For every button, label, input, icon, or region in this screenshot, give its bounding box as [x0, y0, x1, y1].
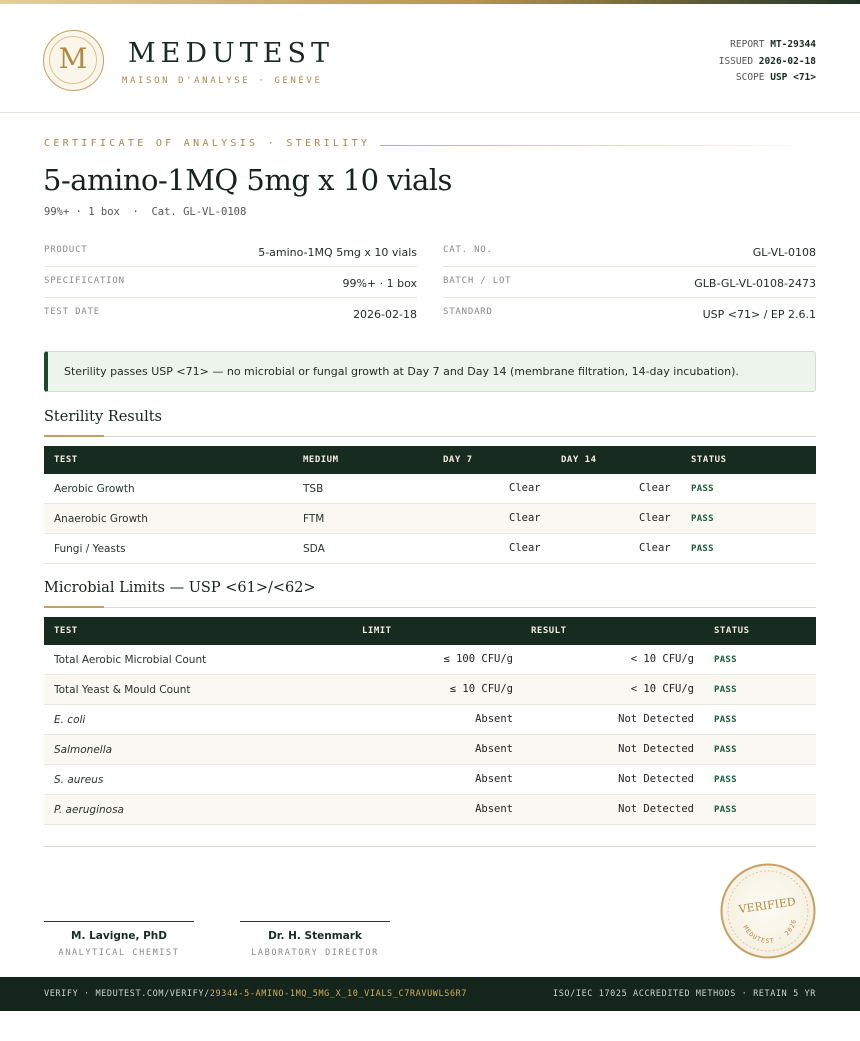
column-header: RESULT [531, 626, 567, 636]
info-label: SPECIFICATION [44, 276, 125, 286]
table-header [44, 446, 816, 474]
limit: ≤ 10 CFU/g [449, 683, 513, 695]
info-value: GLB-GL-VL-0108-2473 [694, 277, 816, 290]
column-header: DAY 14 [561, 455, 597, 465]
column-header: TEST [54, 455, 78, 465]
result: < 10 CFU/g [630, 653, 694, 665]
info-value: 2026-02-18 [353, 308, 417, 321]
test-name: Aerobic Growth [54, 483, 135, 495]
column-header: LIMIT [362, 626, 392, 636]
day7-result: Clear [509, 482, 541, 494]
limit: ≤ 100 CFU/g [443, 653, 513, 665]
test-name: Total Yeast & Mould Count [54, 684, 191, 696]
info-label: STANDARD [443, 307, 493, 317]
test-name: E. coli [54, 714, 86, 726]
microbial-limits-table [44, 617, 816, 825]
test-name: Salmonella [54, 744, 113, 756]
report-number: REPORT MT-29344 [730, 39, 816, 50]
status-badge: PASS [714, 745, 737, 755]
result: Not Detected [618, 713, 694, 725]
day14-result: Clear [639, 482, 671, 494]
notice-text: Sterility passes USP <71> — no microbial or fungal growth at Day 7 and Day 14 (membrane filtration, 14-day incubation). [64, 365, 739, 378]
brand-name: MEDUTEST [128, 38, 334, 69]
product-title: 5-amino-1MQ 5mg x 10 vials [43, 163, 452, 197]
table-row [44, 765, 816, 795]
report-scope: SCOPE USP <71> [735, 72, 816, 83]
limit: Absent [475, 743, 513, 755]
certificate-eyebrow: CERTIFICATE OF ANALYSIS · STERILITY [44, 138, 371, 149]
medium: FTM [303, 513, 325, 525]
section-divider [44, 607, 816, 608]
info-row-specification [44, 267, 417, 298]
stamp-text: MEDUTEST · 2026 [741, 918, 799, 946]
signature-chemist [44, 921, 194, 958]
stamp-word: VERIFIED [737, 895, 797, 916]
sterility-table [44, 446, 816, 564]
signature-director [240, 921, 390, 958]
verification-footer [0, 977, 860, 1011]
signatory-role: ANALYTICAL CHEMIST [58, 948, 180, 958]
info-value: GL-VL-0108 [752, 246, 816, 259]
info-grid-left [44, 236, 417, 329]
status-badge: PASS [714, 655, 737, 665]
day7-result: Clear [509, 512, 541, 524]
signature-divider [44, 846, 816, 847]
table-row [44, 645, 816, 675]
limit: Absent [475, 803, 513, 815]
info-row-batch-lot [443, 267, 816, 298]
brand-logo-letter: M [58, 42, 88, 75]
status-badge: PASS [714, 715, 737, 725]
verify-code: 29344-5-AMINO-1MQ_5MG_X_10_VIALS_C7RAVUWLS6R7 [209, 989, 468, 999]
status-badge: PASS [714, 685, 737, 695]
info-row-test-date [44, 298, 417, 329]
verify-link[interactable]: VERIFY · MEDUTEST.COM/VERIFY/29344-5-AMINO-1MQ_5MG_X_10_VIALS_C7RAVUWLS6R7 [44, 989, 468, 999]
info-row-product [44, 236, 417, 267]
table-header [44, 617, 816, 645]
verified-stamp [720, 863, 816, 959]
test-name: Anaerobic Growth [54, 513, 148, 525]
column-header: MEDIUM [303, 455, 339, 465]
day7-result: Clear [509, 542, 541, 554]
info-value: 5-amino-1MQ 5mg x 10 vials [258, 246, 417, 259]
table-row [44, 705, 816, 735]
info-value: 99%+ · 1 box [342, 277, 417, 290]
status-badge: PASS [714, 775, 737, 785]
status-badge: PASS [691, 514, 714, 524]
test-name: P. aeruginosa [54, 804, 124, 816]
medium: TSB [303, 483, 324, 495]
brand-logo [43, 30, 104, 91]
info-grid-right [443, 236, 816, 329]
issued-date: ISSUED 2026-02-18 [718, 55, 816, 67]
day14-result: Clear [639, 542, 671, 554]
column-header: STATUS [691, 455, 727, 465]
table-row [44, 735, 816, 765]
info-label: PRODUCT [44, 245, 88, 255]
test-name: Fungi / Yeasts [54, 543, 126, 555]
section-divider [44, 436, 816, 437]
info-label: BATCH / LOT [443, 276, 512, 286]
day14-result: Clear [639, 512, 671, 524]
table-row [44, 795, 816, 825]
test-name: S. aureus [54, 774, 104, 786]
result: Not Detected [618, 803, 694, 815]
test-name: Total Aerobic Microbial Count [54, 654, 207, 666]
table-row [44, 474, 816, 504]
eyebrow-divider [380, 145, 816, 146]
result: Not Detected [618, 743, 694, 755]
info-label: TEST DATE [44, 307, 100, 317]
product-subtitle: 99%+ · 1 box · Cat. GL-VL-0108 [44, 206, 247, 218]
signatory-role: LABORATORY DIRECTOR [251, 948, 379, 958]
signatory-name: M. Lavigne, PhD [71, 930, 167, 942]
report-header [0, 4, 860, 113]
medium: SDA [303, 543, 325, 555]
column-header: STATUS [714, 626, 750, 636]
microbial-section-title: Microbial Limits — USP <61>/<62> [44, 580, 316, 596]
result: < 10 CFU/g [630, 683, 694, 695]
info-row-standard [443, 298, 816, 329]
column-header: DAY 7 [443, 455, 473, 465]
brand-tagline: MAISON D'ANALYSE · GENÈVE [122, 76, 323, 86]
table-row [44, 675, 816, 705]
limit: Absent [475, 713, 513, 725]
report-meta [719, 37, 816, 87]
table-row [44, 504, 816, 534]
result: Not Detected [618, 773, 694, 785]
section-accent [44, 435, 104, 437]
info-label: CAT. NO. [443, 245, 493, 255]
sterility-pass-notice [44, 351, 816, 392]
limit: Absent [475, 773, 513, 785]
status-badge: PASS [691, 484, 714, 494]
signatory-name: Dr. H. Stenmark [268, 930, 362, 942]
table-row [44, 534, 816, 564]
info-row-cat-no [443, 236, 816, 267]
status-badge: PASS [714, 805, 737, 815]
info-value: USP <71> / EP 2.6.1 [702, 308, 816, 321]
accreditation-note: ISO/IEC 17025 ACCREDITED METHODS · RETAIN 5 YR [552, 989, 816, 999]
column-header: TEST [54, 626, 78, 636]
sterility-section-title: Sterility Results [44, 409, 162, 425]
section-accent [44, 606, 104, 608]
status-badge: PASS [691, 544, 714, 554]
